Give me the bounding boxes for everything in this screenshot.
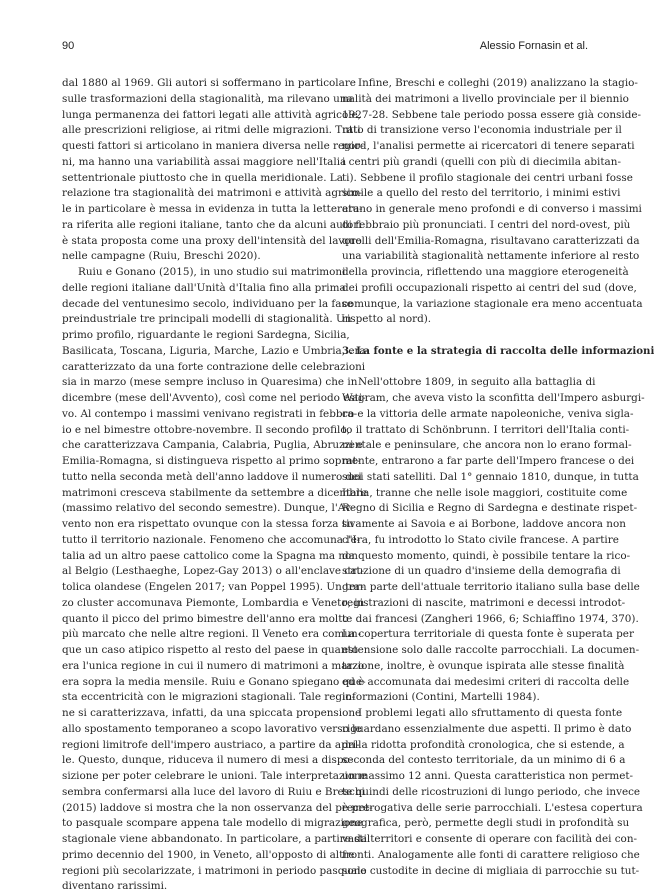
text-line: Wagram, che aveva visto la sconfitta dell'Impero asburgi-	[342, 392, 645, 404]
text-line: informazioni (Contini, Martelli 1984).	[342, 691, 540, 704]
text-line: suoi stati satelliti. Dal 1° gennaio 1810, dunque, in tutta	[342, 470, 639, 483]
text-line: tutto il territorio nazionale. Fenomeno che accomuna l'I-	[62, 533, 361, 546]
text-line: vo. Al contempo i massimi venivano registrati in febbra-	[62, 407, 358, 420]
text-line: quelli dell'Emilia-Romagna, risultavano caratterizzati da	[342, 234, 640, 247]
text-line: dalla ridotta profondità cronologica, che si estende, a	[342, 738, 625, 751]
text-line: I problemi legati allo sfruttamento di questa fonte	[358, 707, 623, 719]
text-line: era sopra la media mensile. Ruiu e Gonano spiegano que-	[62, 675, 366, 688]
text-line: i centri più grandi (quelli con più di diecimila abitan-	[342, 155, 621, 168]
spacer	[342, 328, 588, 344]
text-line: que un caso atipico rispetto al resto del paese in quanto	[62, 644, 358, 656]
section-heading: 3. La fonte e la strategia di raccolta delle informazioni	[342, 344, 654, 357]
text-line: al Belgio (Lesthaeghe, Lopez-Gay 2013) o all'enclave cat-	[62, 565, 365, 578]
text-line: un massimo 12 anni. Questa caratteristica non permet-	[342, 770, 634, 782]
text-line: gran parte dell'attuale territorio italiano sulla base delle	[342, 581, 640, 593]
text-line: co e la vittoria delle armate napoleoniche, veniva sigla-	[342, 407, 634, 420]
text-line: Infine, Breschi e colleghi (2019) analizzano la stagio-	[358, 77, 638, 89]
text-line: le. Questo, dunque, riduceva il numero di mesi a dispo-	[62, 754, 354, 767]
text-line: nalità dei matrimoni a livello provinciale per il biennio	[342, 92, 629, 105]
text-line: delle regioni italiane dall'Unità d'Italia fino alla prima	[62, 281, 346, 294]
text-line: tivamente ai Savoia e ai Borbone, laddove ancora non	[342, 518, 626, 530]
text-line: tazione, inoltre, è ovunque ispirata alle stesse finalità	[342, 659, 625, 672]
text-line: to pasquale scompare appena tale modello di migrazione	[62, 817, 364, 830]
text-line: La copertura territoriale di questa fonte è superata per	[342, 628, 634, 641]
text-line: più marcato che nelle altre regioni. Il Veneto era comun-	[62, 628, 362, 641]
text-line: te dai francesi (Zangheri 1966, 6; Schiaffino 1974, 370).	[342, 612, 639, 625]
text-line: ni, ma hanno una variabilità assai maggiore nell'Italia	[62, 155, 347, 168]
text-line: di febbraio più pronunciati. I centri del nord-ovest, più	[342, 218, 631, 231]
text-line: riguardano essenzialmente due aspetti. Il primo è dato	[342, 722, 632, 735]
text-line: ti). Sebbene il profilo stagionale dei centri urbani fosse	[342, 171, 633, 184]
text-line: che caratterizzava Campania, Calabria, Puglia, Abruzzi e	[62, 439, 363, 452]
text-line: vasti territori e consente di operare con facilità dei con-	[342, 833, 638, 845]
text-line: sulle trasformazioni della stagionalità, ma rilevano una	[62, 92, 353, 105]
text-line: nentale e peninsulare, che ancora non lo erano formal-	[342, 439, 632, 452]
text-line: rato di transizione verso l'economia industriale per il	[342, 124, 622, 137]
text-line: ra riferita alle regioni italiane, tanto che da alcuni autori	[62, 218, 362, 231]
text-line: fronti. Analogamente alle fonti di carattere religioso che	[342, 848, 640, 861]
text-line: primo profilo, riguardante le regioni Sardegna, Sicilia,	[62, 329, 350, 341]
text-line: questi fattori si articolano in maniera diversa nelle regio-	[62, 140, 364, 152]
running-header	[62, 40, 588, 54]
text-line: diventano rarissimi.	[62, 880, 168, 893]
left-column	[62, 76, 373, 895]
text-line: nord, l'analisi permette ai ricercatori di tenere separati	[342, 140, 635, 152]
text-line: settentrionale piuttosto che in quella meridionale. La	[62, 171, 343, 184]
text-line: estensione solo dalle raccolte parrocchiali. La documen-	[342, 644, 640, 656]
text-line: sia in marzo (mese sempre incluso in Quaresima) che in	[62, 376, 358, 389]
text-line: Basilicata, Toscana, Liguria, Marche, Lazio e Umbria, era-	[62, 344, 370, 357]
text-line: tutto nella seconda metà dell'anno laddove il numero dei	[62, 470, 362, 483]
text-line: primo decennio del 1900, in Veneto, all'opposto di altre	[62, 848, 355, 861]
text-line: matrimoni cresceva stabilmente da settembre a dicembre	[62, 486, 367, 499]
text-line: talia ad un altro paese cattolico come la Spagna ma non	[62, 549, 358, 562]
text-line: simile a quello del resto del territorio, i minimi estivi	[342, 187, 621, 200]
text-line: dicembre (mese dell'Avvento), così come nel periodo esti-	[62, 392, 366, 404]
running-author: Alessio Fornasin et al.	[479, 40, 588, 52]
text-line: struzione di un quadro d'insieme della demografia di	[342, 565, 621, 578]
text-line: della provincia, riflettendo una maggiore eterogeneità	[342, 266, 629, 278]
text-line: stagionale viene abbandonato. In particolare, a partire dal	[62, 833, 371, 845]
text-line: 1927-28. Sebbene tale periodo possa essere già conside-	[342, 108, 642, 121]
text-line: quanto il picco del primo bimestre dell'anno era molto	[62, 612, 349, 625]
text-line: to il trattato di Schönbrunn. I territori dell'Italia conti-	[342, 423, 630, 436]
text-line: Nell'ottobre 1809, in seguito alla battaglia di	[358, 376, 596, 389]
text-line: tolica olandese (Engelen 2017; van Poppel 1995). Un ter-	[62, 581, 364, 593]
text-line: Emilia-Romagna, si distingueva rispetto al primo soprat-	[62, 455, 361, 467]
text-line: alle prescrizioni religiose, ai ritmi delle migrazioni. Tutti	[62, 124, 361, 137]
text-line: da questo momento, quindi, è possibile tentare la rico-	[342, 549, 631, 562]
spacer	[342, 360, 588, 376]
text-line: le in particolare è messa in evidenza in tutta la letteratu-	[62, 203, 363, 215]
right-column	[342, 76, 654, 879]
text-line: io e nel bimestre ottobre-novembre. Il secondo profilo,	[62, 423, 350, 436]
page-number: 90	[62, 40, 75, 52]
text-line: sono custodite in decine di migliaia di parrocchie su tut-	[342, 864, 640, 877]
text-line: è prerogativa delle serie parrocchiali. L'estesa copertura	[342, 801, 643, 814]
text-line: vento non era rispettato ovunque con la stessa forza su	[62, 518, 354, 530]
text-line: preindustriale tre principali modelli di stagionalità. Un	[62, 313, 352, 326]
text-line: lunga permanenza dei fattori legati alle attività agricole,	[62, 108, 361, 121]
text-line: Italia, tranne che nelle isole maggiori, costituite come	[342, 486, 628, 499]
text-line: dal 1880 al 1969. Gli autori si soffermano in particolare	[62, 77, 356, 89]
text-line: relazione tra stagionalità dei matrimoni e attività agrico-	[62, 187, 362, 200]
text-line: Regno di Sicilia e Regno di Sardegna e destinate rispet-	[342, 502, 638, 515]
text-line: zo cluster accomunava Piemonte, Lombardia e Veneto, in	[62, 596, 365, 609]
text-line: sizione per poter celebrare le unioni. Tale interpretazione	[62, 770, 367, 782]
text-line: registrazioni di nascite, matrimoni e decessi introdot-	[342, 596, 626, 609]
text-line: geografica, però, permette degli studi in profondità su	[342, 817, 630, 830]
text-line: te quindi delle ricostruzioni di lungo periodo, che invece	[342, 785, 641, 798]
text-line: ed è accomunata dai medesimi criteri di raccolta delle	[342, 675, 630, 688]
text-line: seconda del contesto territoriale, da un minimo di 6 a	[342, 754, 626, 767]
text-line: era l'unica regione in cui il numero di matrimoni a marzo	[62, 659, 365, 672]
text-line: allo spostamento temporaneo a scopo lavorativo verso le	[62, 722, 362, 735]
text-line: sta eccentricità con le migrazioni stagionali. Tale regio-	[62, 691, 356, 704]
text-line: regioni più secolarizzate, i matrimoni in periodo pasquale	[62, 864, 367, 877]
text-line: rispetto al nord).	[342, 313, 432, 326]
text-line: (massimo relativo del secondo semestre). Dunque, l'Av-	[62, 502, 355, 515]
text-line: ne si caratterizzava, infatti, da una spiccata propensione	[62, 707, 362, 719]
text-line: Ruiu e Gonano (2015), in uno studio sui matrimoni	[78, 266, 346, 278]
text-line: regioni limitrofe dell'impero austriaco, a partire da apri-	[62, 738, 360, 751]
text-line: dei profili occupazionali rispetto ai centri del sud (dove,	[342, 281, 637, 294]
text-line: caratterizzato da una forte contrazione delle celebrazioni	[62, 360, 366, 373]
text-line: erano in generale meno profondi e di converso i massimi	[342, 203, 642, 215]
text-line: nelle campagne (Ruiu, Breschi 2020).	[62, 250, 261, 263]
text-line: comunque, la variazione stagionale era meno accentuata	[342, 297, 643, 310]
text-line: c'era, fu introdotto lo Stato civile francese. A partire	[342, 533, 619, 546]
text-line: è stata proposta come una proxy dell'intensità del lavoro	[62, 234, 362, 247]
text-line: mente, entrarono a far parte dell'Impero francese o dei	[342, 455, 635, 467]
text-line: sembra confermarsi alla luce del lavoro di Ruiu e Breschi	[62, 785, 365, 798]
text-line: decade del ventunesimo secolo, individuano per la fase	[62, 297, 353, 310]
text-line: una variabilità stagionalità nettamente inferiore al resto	[342, 250, 640, 263]
text-line: (2015) laddove si mostra che la non osservanza del precet-	[62, 801, 373, 814]
